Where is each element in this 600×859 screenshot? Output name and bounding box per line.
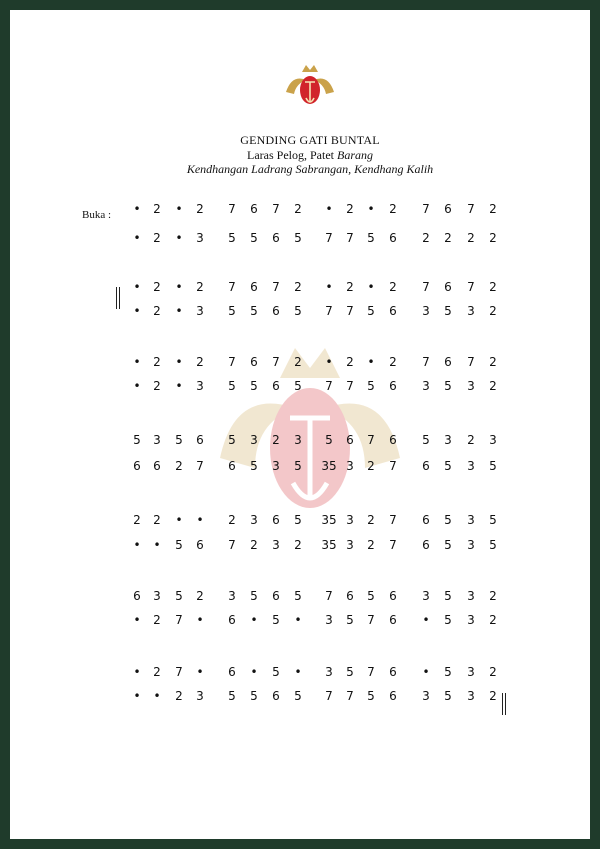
note: 3 bbox=[467, 538, 475, 552]
note: 7 bbox=[325, 379, 333, 393]
note: 7 bbox=[196, 459, 204, 473]
note: 5 bbox=[250, 231, 258, 245]
note: 6 bbox=[346, 589, 354, 603]
note: 5 bbox=[489, 513, 497, 527]
note: 5 bbox=[444, 665, 452, 679]
note: 6 bbox=[389, 613, 397, 627]
note: 3 bbox=[196, 231, 204, 245]
note: 7 bbox=[228, 202, 236, 216]
note: 6 bbox=[389, 665, 397, 679]
note: 5 bbox=[444, 459, 452, 473]
note: 7 bbox=[272, 280, 280, 294]
note: 3 bbox=[467, 459, 475, 473]
note: 3 bbox=[250, 433, 258, 447]
note: 7 bbox=[346, 231, 354, 245]
note: • bbox=[422, 665, 430, 679]
note: • bbox=[153, 689, 161, 703]
note: 7 bbox=[325, 689, 333, 703]
note: 6 bbox=[196, 433, 204, 447]
note: 3 bbox=[196, 304, 204, 318]
note: • bbox=[196, 613, 204, 627]
note: 6 bbox=[272, 513, 280, 527]
note: 3 bbox=[422, 689, 430, 703]
note: 5 bbox=[133, 433, 141, 447]
note: 7 bbox=[389, 459, 397, 473]
note: 2 bbox=[367, 513, 375, 527]
note: 3 bbox=[346, 513, 354, 527]
note: 2 bbox=[489, 689, 497, 703]
note: 2 bbox=[346, 202, 354, 216]
note: 2 bbox=[389, 355, 397, 369]
note: 5 bbox=[228, 433, 236, 447]
note: 2 bbox=[196, 355, 204, 369]
note: 5 bbox=[250, 459, 258, 473]
note: • bbox=[196, 513, 204, 527]
note: 2 bbox=[489, 304, 497, 318]
note: 5 bbox=[367, 231, 375, 245]
note: 3 bbox=[467, 513, 475, 527]
note: • bbox=[175, 513, 183, 527]
note: • bbox=[175, 202, 183, 216]
note: 3 bbox=[467, 304, 475, 318]
note: • bbox=[250, 613, 258, 627]
note: • bbox=[133, 355, 141, 369]
note: • bbox=[133, 538, 141, 552]
note: 2 bbox=[153, 513, 161, 527]
note: 7 bbox=[389, 538, 397, 552]
note: • bbox=[133, 689, 141, 703]
note: 2 bbox=[367, 538, 375, 552]
note: 5 bbox=[367, 689, 375, 703]
note: 3 bbox=[294, 433, 302, 447]
note: • bbox=[133, 304, 141, 318]
note: 5 bbox=[444, 538, 452, 552]
note: • bbox=[175, 379, 183, 393]
note: 2 bbox=[489, 231, 497, 245]
note: 3 bbox=[346, 538, 354, 552]
note: 5 bbox=[250, 379, 258, 393]
note: 3 bbox=[325, 665, 333, 679]
note: 6 bbox=[133, 589, 141, 603]
note: 2 bbox=[196, 589, 204, 603]
note: • bbox=[325, 202, 333, 216]
note: 5 bbox=[294, 304, 302, 318]
note: 3 bbox=[467, 613, 475, 627]
note: 3 bbox=[325, 613, 333, 627]
note: 2 bbox=[294, 202, 302, 216]
note: • bbox=[367, 355, 375, 369]
note: 3 bbox=[272, 459, 280, 473]
note: 6 bbox=[346, 433, 354, 447]
note: 6 bbox=[272, 231, 280, 245]
note: 3 bbox=[153, 433, 161, 447]
note: • bbox=[367, 202, 375, 216]
note: 5 bbox=[325, 433, 333, 447]
note: 2 bbox=[489, 280, 497, 294]
note: 7 bbox=[228, 280, 236, 294]
note: 5 bbox=[489, 538, 497, 552]
song-title: GENDING GATI BUNTAL bbox=[240, 133, 380, 147]
note: 3 bbox=[250, 513, 258, 527]
note: 7 bbox=[272, 202, 280, 216]
note: 7 bbox=[389, 513, 397, 527]
note: 7 bbox=[467, 280, 475, 294]
note: 6 bbox=[444, 202, 452, 216]
note: 5 bbox=[250, 304, 258, 318]
note: 3 bbox=[444, 433, 452, 447]
note: 6 bbox=[444, 280, 452, 294]
note: 2 bbox=[444, 231, 452, 245]
repeat-end-barline bbox=[502, 693, 506, 715]
note: 7 bbox=[228, 355, 236, 369]
note: 6 bbox=[250, 280, 258, 294]
note: • bbox=[325, 355, 333, 369]
note: 5 bbox=[444, 589, 452, 603]
note: 6 bbox=[153, 459, 161, 473]
note: 7 bbox=[175, 613, 183, 627]
note: 3 bbox=[196, 689, 204, 703]
note: 7 bbox=[422, 355, 430, 369]
note: 5 bbox=[228, 231, 236, 245]
note: 5 bbox=[422, 433, 430, 447]
note: • bbox=[175, 280, 183, 294]
note: • bbox=[196, 665, 204, 679]
note: 2 bbox=[175, 689, 183, 703]
note: 6 bbox=[422, 538, 430, 552]
note: 2 bbox=[153, 231, 161, 245]
note: • bbox=[133, 379, 141, 393]
note: 3 bbox=[467, 589, 475, 603]
note: 2 bbox=[153, 613, 161, 627]
note: 6 bbox=[389, 231, 397, 245]
note: 2 bbox=[489, 202, 497, 216]
note: 2 bbox=[467, 231, 475, 245]
note: 6 bbox=[228, 613, 236, 627]
notation-grid bbox=[10, 10, 600, 859]
note: 7 bbox=[346, 304, 354, 318]
note: 2 bbox=[489, 613, 497, 627]
note: 2 bbox=[294, 280, 302, 294]
note: 3 bbox=[422, 379, 430, 393]
note: 6 bbox=[389, 689, 397, 703]
note: 6 bbox=[422, 513, 430, 527]
note: • bbox=[133, 613, 141, 627]
note: 5 bbox=[444, 379, 452, 393]
note: 6 bbox=[133, 459, 141, 473]
note: 5 bbox=[294, 459, 302, 473]
note: 2 bbox=[422, 231, 430, 245]
note: 5 bbox=[444, 613, 452, 627]
note: • bbox=[422, 613, 430, 627]
note: 2 bbox=[196, 280, 204, 294]
note: 5 bbox=[228, 304, 236, 318]
note: 3 bbox=[228, 589, 236, 603]
note: 5 bbox=[175, 433, 183, 447]
note: 3 bbox=[467, 689, 475, 703]
note: 2 bbox=[467, 433, 475, 447]
note: 2 bbox=[489, 355, 497, 369]
note: 7 bbox=[346, 379, 354, 393]
note: 3 bbox=[272, 538, 280, 552]
patet-text: Barang bbox=[336, 148, 373, 162]
note: • bbox=[153, 538, 161, 552]
note: 6 bbox=[272, 379, 280, 393]
repeat-start-barline bbox=[116, 287, 120, 309]
note: 6 bbox=[228, 459, 236, 473]
note: • bbox=[367, 280, 375, 294]
laras-text: Laras Pelog, Patet bbox=[247, 148, 334, 162]
note: 6 bbox=[250, 202, 258, 216]
note: 3 bbox=[422, 589, 430, 603]
note: 2 bbox=[367, 459, 375, 473]
note: 2 bbox=[175, 459, 183, 473]
note: 2 bbox=[153, 379, 161, 393]
note: 2 bbox=[153, 280, 161, 294]
note: 7 bbox=[422, 202, 430, 216]
note: 5 bbox=[294, 589, 302, 603]
note: 3 bbox=[467, 665, 475, 679]
note: 7 bbox=[325, 304, 333, 318]
note: 2 bbox=[133, 513, 141, 527]
note: 5 bbox=[294, 231, 302, 245]
note: 5 bbox=[444, 689, 452, 703]
note: 6 bbox=[272, 304, 280, 318]
note: 2 bbox=[196, 202, 204, 216]
note: 3 bbox=[346, 459, 354, 473]
note: 2 bbox=[489, 589, 497, 603]
note: 3 bbox=[153, 589, 161, 603]
note: 6 bbox=[389, 589, 397, 603]
note: 5 bbox=[250, 589, 258, 603]
note: • bbox=[133, 280, 141, 294]
note: 2 bbox=[153, 355, 161, 369]
note: 5 bbox=[444, 304, 452, 318]
note: 35 bbox=[321, 513, 337, 527]
note: 7 bbox=[228, 538, 236, 552]
note: 3 bbox=[196, 379, 204, 393]
note: 5 bbox=[367, 379, 375, 393]
note: • bbox=[133, 665, 141, 679]
note: • bbox=[294, 613, 302, 627]
note: 7 bbox=[272, 355, 280, 369]
note: • bbox=[325, 280, 333, 294]
note: • bbox=[294, 665, 302, 679]
note: 6 bbox=[196, 538, 204, 552]
note: 2 bbox=[272, 433, 280, 447]
note: 5 bbox=[294, 689, 302, 703]
note: 7 bbox=[367, 433, 375, 447]
note: 6 bbox=[389, 379, 397, 393]
note: 7 bbox=[367, 665, 375, 679]
note: 3 bbox=[489, 433, 497, 447]
note: 2 bbox=[489, 665, 497, 679]
note: 5 bbox=[444, 513, 452, 527]
note: 5 bbox=[367, 589, 375, 603]
note: 2 bbox=[294, 538, 302, 552]
note: 2 bbox=[153, 304, 161, 318]
note: 3 bbox=[422, 304, 430, 318]
note: • bbox=[250, 665, 258, 679]
note: 6 bbox=[422, 459, 430, 473]
note: • bbox=[175, 231, 183, 245]
note: • bbox=[175, 304, 183, 318]
note: 5 bbox=[228, 689, 236, 703]
note: 5 bbox=[228, 379, 236, 393]
note: 5 bbox=[367, 304, 375, 318]
note: 5 bbox=[346, 613, 354, 627]
note: 7 bbox=[175, 665, 183, 679]
note: 6 bbox=[444, 355, 452, 369]
note: 35 bbox=[321, 538, 337, 552]
note: 2 bbox=[294, 355, 302, 369]
note: 5 bbox=[250, 689, 258, 703]
note: 6 bbox=[389, 433, 397, 447]
note: 2 bbox=[346, 280, 354, 294]
kendhangan-line: Kendhangan Ladrang Sabrangan, Kendhang Kalih bbox=[186, 162, 434, 176]
note: 7 bbox=[422, 280, 430, 294]
buka-label: Buka : bbox=[82, 209, 112, 221]
note: 2 bbox=[153, 202, 161, 216]
note: 2 bbox=[153, 665, 161, 679]
note: 2 bbox=[489, 379, 497, 393]
note: 7 bbox=[325, 231, 333, 245]
note: 2 bbox=[389, 202, 397, 216]
note: 5 bbox=[346, 665, 354, 679]
note: 5 bbox=[272, 665, 280, 679]
note: 7 bbox=[346, 689, 354, 703]
note: 7 bbox=[467, 202, 475, 216]
note: 5 bbox=[294, 513, 302, 527]
note: 6 bbox=[389, 304, 397, 318]
note: 2 bbox=[346, 355, 354, 369]
note: 5 bbox=[175, 538, 183, 552]
note: 3 bbox=[467, 379, 475, 393]
note: 5 bbox=[175, 589, 183, 603]
note: 6 bbox=[250, 355, 258, 369]
note: 2 bbox=[389, 280, 397, 294]
note: • bbox=[133, 231, 141, 245]
note: 7 bbox=[467, 355, 475, 369]
note: 5 bbox=[272, 613, 280, 627]
note: 6 bbox=[272, 689, 280, 703]
note: 5 bbox=[294, 379, 302, 393]
note: 7 bbox=[325, 589, 333, 603]
note: 2 bbox=[250, 538, 258, 552]
note: 35 bbox=[321, 459, 337, 473]
note: 6 bbox=[272, 589, 280, 603]
note: 5 bbox=[489, 459, 497, 473]
note: • bbox=[175, 355, 183, 369]
note: 2 bbox=[228, 513, 236, 527]
note: 7 bbox=[367, 613, 375, 627]
note: 6 bbox=[228, 665, 236, 679]
note: • bbox=[133, 202, 141, 216]
